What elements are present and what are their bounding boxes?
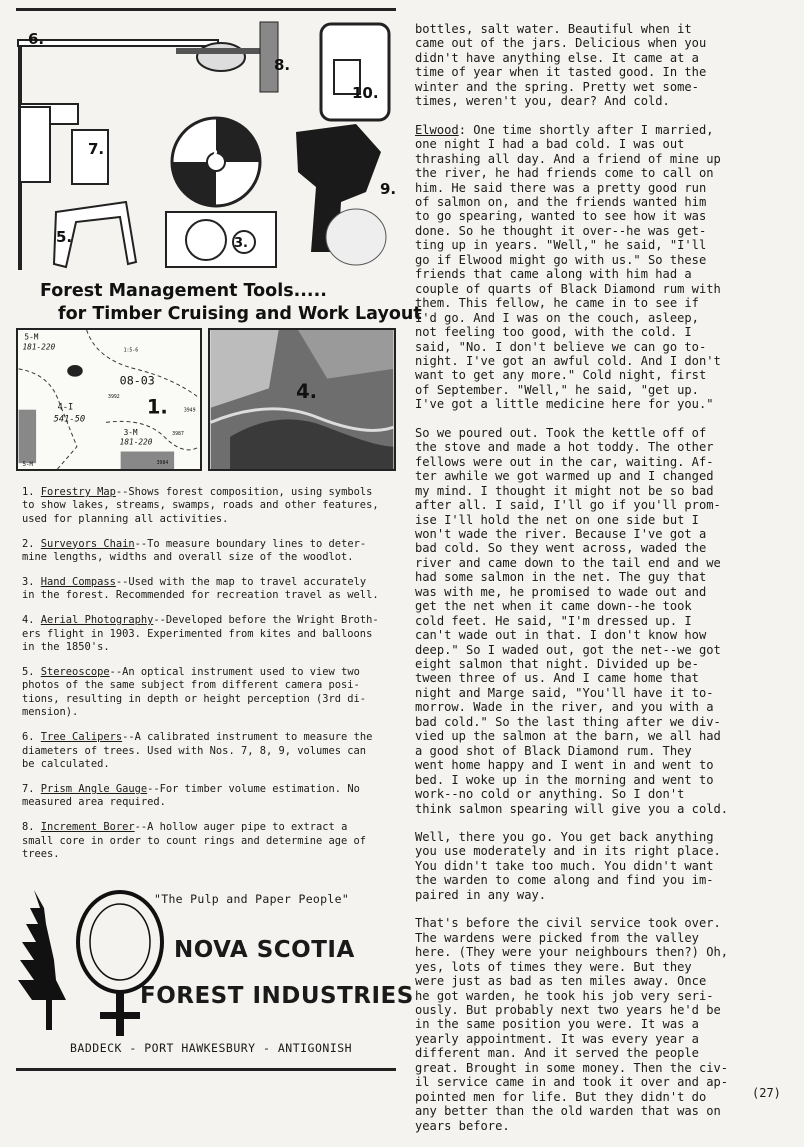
definition-text: --Used with the map to travel accurately in the forest. Recommended for recreation travel as well.	[22, 576, 379, 602]
nsfi-advertisement	[16, 880, 414, 1065]
definition-term: Forestry Map	[40, 486, 116, 498]
map-n4: 3984	[156, 460, 169, 467]
map-stand1b: 181-220	[22, 342, 56, 352]
paragraph-1: bottles, salt water. Beautiful when it came out of the jars. Delicious when you didn't have anything else. It came at a time of year when it tasted good. In the winter and the spring. Pretty wet some- times, weren't you, dear? And cold.	[415, 22, 707, 109]
map-n1: 3992	[108, 394, 120, 401]
definition-number: 4.	[22, 614, 35, 627]
tool-label-7: 7.	[88, 140, 105, 158]
paragraph-2-text: : One time shortly after I married, one night I had a bad cold. I was out thrashing all day. And a friend of mine up the river, he had friends come to call on him. He said there was a pretty good run of salmon on, and the friends wanted him to go spearing, wanted to see how it was done. So he thought it over--he was get- ting up in years. "Well," he said, "I'll go if Elwood might go with us." So these friends that came along with him had a couple of quarts of Black Diamond rum with them. This fellow, he came in to see if I'd go. And I was on the couch, asleep, not feeling too good, with the cold. I said, "No. I don't believe we can go to- night. I've got an awful cold. And I don't want to get any more." Cold night, first of September. "Well," he said, "get up. I've got a little medicine here for you."	[415, 122, 721, 412]
definition-item	[22, 538, 392, 565]
ad-locations: BADDECK - PORT HAWKESBURY - ANTIGONISH	[70, 1041, 353, 1055]
map-boundary-2	[87, 330, 200, 401]
definition-term: Increment Borer	[40, 821, 135, 834]
definition-term: Surveyors Chain	[40, 537, 135, 550]
map-stand2b: 541-50	[53, 414, 86, 425]
definition-term: Tree Calipers	[40, 731, 123, 744]
interview-column	[415, 22, 789, 1147]
forestry-map	[16, 328, 202, 471]
tool-label-2: 2.	[208, 146, 225, 164]
map-number: 1.	[146, 395, 168, 419]
map-drawing	[18, 330, 200, 469]
paragraph-5: That's before the civil service took over. The wardens were picked from the valley here. (They were your neighbours then?) Oh, yes, lots of times they were. But they were just as bad as ten miles away. Once he got warden, he took his job very seri- ously. But probably next two years he'd be in the same position you were. It was a yearly appointment. It was every year a different man. And it served the people great. Brought in some money. Then the civ- il service came in and took it over and ap- pointed men for life. But they didn't do any better than the old warden that was on years before.	[415, 916, 729, 1133]
map-n5: 1:5-6	[123, 347, 139, 354]
tool-label-10: 10.	[352, 84, 379, 102]
definition-text: --Shows forest composition, using symbols to show lakes, streams, swamps, roads and other features, used for planning all activities.	[22, 486, 379, 525]
definition-term: Prism Angle Gauge	[40, 782, 148, 795]
definition-text: --A hollow auger pipe to extract a small core in order to count rings and determine age of trees.	[22, 821, 367, 861]
definition-item	[22, 821, 392, 861]
paragraph-4: Well, there you go. You get back anything you use moderately and in its right place. You didn't take too much. You didn't want the warden to come along and find you im- paired in any way.	[415, 830, 721, 902]
definition-text: --To measure boundary lines to deter- mine lengths, widths and overall size of the woodlot.	[22, 537, 367, 564]
speaker-name: Elwood	[415, 122, 459, 137]
map-stand3b: 181-220	[119, 437, 153, 447]
ad-company-line-1: NOVA SCOTIA	[174, 937, 355, 963]
bottom-rule	[16, 1068, 396, 1071]
definition-number: 7.	[22, 782, 35, 795]
definition-text: --Developed before the Wright Broth- ers flight in 1903. Experimented from kites and balloons in the 1850's.	[22, 614, 379, 654]
definition-term: Aerial Photography	[40, 614, 154, 627]
definition-item	[22, 486, 392, 526]
tool-label-5: 5.	[56, 228, 73, 246]
tools-illustration	[16, 12, 396, 274]
map-compartment: 08-03	[119, 373, 155, 388]
definition-text: --An optical instrument used to view two photos of the same subject from different camera posi- tions, resulting in depth or height perception (3rd di- mension).	[22, 666, 367, 719]
hand-shape	[197, 43, 245, 71]
ad-company-line-2: FOREST INDUSTRIES	[140, 983, 414, 1009]
map-stand2: 4-I	[57, 402, 74, 413]
definition-number: 8.	[22, 821, 35, 834]
map-swamp-left	[19, 410, 36, 463]
definition-text: --A calibrated instrument to measure the diameters of trees. Used with Nos. 7, 8, 9, volumes can be calculated.	[22, 731, 373, 770]
definition-number: 3.	[22, 576, 35, 589]
aerial-drawing	[210, 330, 394, 469]
map-n3: 3987	[172, 430, 184, 437]
map-n2: 3949	[183, 407, 196, 414]
tool-label-8: 8.	[274, 56, 291, 74]
tool-definitions	[22, 486, 392, 873]
ad-tagline: "The Pulp and Paper People"	[154, 892, 350, 906]
definition-number: 2.	[22, 537, 35, 550]
map-n6: 5-M	[22, 462, 34, 469]
definition-item	[22, 614, 392, 654]
definition-term: Stereoscope	[40, 666, 110, 679]
hand-grip	[326, 209, 386, 265]
definition-term: Hand Compass	[40, 576, 116, 589]
definition-number: 1.	[22, 486, 35, 498]
heading-line-2: for Timber Cruising and Work Layout	[58, 304, 422, 324]
tools-heading	[16, 280, 422, 326]
aerial-photo	[208, 328, 396, 471]
tools-drawing	[16, 12, 396, 274]
definition-item	[22, 666, 392, 720]
tool-label-9: 9.	[380, 180, 396, 198]
definition-item	[22, 731, 392, 771]
definition-number: 5.	[22, 666, 35, 679]
map-lake	[67, 365, 83, 377]
borer-shaft	[176, 48, 266, 54]
compass-dial	[186, 220, 226, 260]
heading-line-1: Forest Management Tools.....	[40, 281, 327, 301]
tool-label-3: 3.	[234, 236, 248, 251]
definition-number: 6.	[22, 731, 35, 744]
definition-text: --For timber volume estimation. No measured area required.	[22, 782, 360, 809]
page-number: (27)	[752, 1086, 781, 1100]
definition-item	[22, 576, 392, 603]
definition-item	[22, 783, 392, 810]
map-stand1: 5-M	[24, 332, 39, 342]
top-rule	[16, 8, 396, 11]
paragraph-3: So we poured out. Took the kettle off of the stove and made a hot toddy. The other fellows were out in the car, waiting. Af- ter awhile we got warmed up and I changed my mind. I thought it might not be so bad after all. I said, I'll go if you'll prom- ise I'll hold the net on one side but I won't wade the river. Because I've got a bad cold. So they went across, waded the river and came down to the tail end and we had some salmon in the net. The guy that was with me, he promised to wade out and get the net when it came down--he took cold feet. He said, "I'm dressed up. I can't wade out in that. I don't know how deep." So I waded out, got the net--we got eight salmon that night. Divided up be- tween three of us. And I came home that night and Marge said, "You'll have it to- morrow. Wade in the river, and you with a bad cold." So the last thing after we div- vied up the salmon at the barn, we all had a good shot of Black Diamond rum. They went home happy and I went in and went to bed. I woke up in the morning and went to work--no cold or anything. So I don't think salmon spearing will give you a cold.	[415, 425, 729, 816]
map-stand3: 3-M	[123, 427, 138, 437]
caliper-scale	[20, 107, 50, 182]
aerial-label: 4.	[296, 380, 318, 404]
tool-label-6: 6.	[28, 30, 45, 48]
paragraph-2	[415, 123, 789, 412]
caliper-jaw-top	[18, 40, 218, 46]
